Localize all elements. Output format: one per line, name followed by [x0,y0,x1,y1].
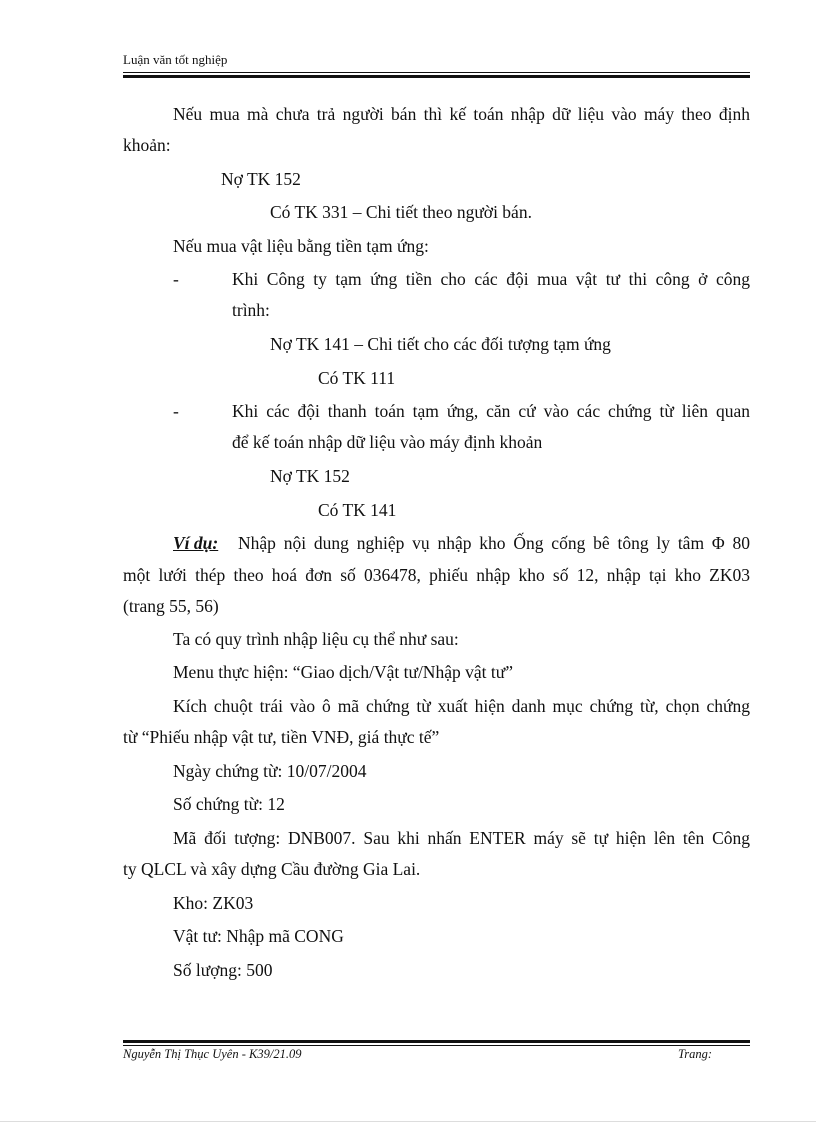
bullet-2-line-1: Khi các đội thanh toán tạm ứng, căn cứ vào các chứng từ liên quan [232,401,750,421]
paragraph-1-line-1: Nếu mua mà chưa trả người bán thì kế toán nhập dữ liệu vào máy theo định [173,104,750,124]
example-label-text: Ví dụ: [173,533,219,553]
page-bottom-divider [0,1121,816,1122]
example-line-3: (trang 55, 56) [123,596,219,616]
paragraph-7: Số chứng từ: 12 [173,794,285,814]
example-label [173,533,218,554]
bullet-1-line-1: Khi Công ty tạm ứng tiền cho các đội mua vật tư thi công ở công [232,269,750,289]
example-line-1: Nhập nội dung nghiệp vụ nhập kho Ống cống bê tông ly tâm Φ 80 [238,533,750,553]
entry-2-debit: Nợ TK 141 – Chi tiết cho các đối tượng tạm ứng [270,334,611,354]
entry-1-credit: Có TK 331 – Chi tiết theo người bán. [270,202,532,222]
paragraph-10: Vật tư: Nhập mã CONG [173,926,344,946]
paragraph-8-line-2: ty QLCL và xây dựng Cầu đường Gia Lai. [123,859,421,879]
paragraph-2: Nếu mua vật liệu bằng tiền tạm ứng: [173,236,429,256]
header-rule-thick [123,75,750,78]
header-title: Luận văn tốt nghiệp [123,52,228,67]
entry-1-debit: Nợ TK 152 [221,169,301,189]
footer-author: Nguyễn Thị Thục Uyên - K39/21.09 [123,1047,302,1061]
example-line-2: một lưới thép theo hoá đơn số 036478, phiếu nhập kho số 12, nhập tại kho ZK03 [123,565,750,585]
paragraph-6: Ngày chứng từ: 10/07/2004 [173,761,367,781]
bullet-1-line-2: trình: [232,300,270,320]
paragraph-5-line-2: từ “Phiếu nhập vật tư, tiền VNĐ, giá thực tế” [123,727,440,747]
bullet-2-line-2: để kế toán nhập dữ liệu vào máy định khoản [232,432,543,452]
paragraph-3: Ta có quy trình nhập liệu cụ thể như sau: [173,629,459,649]
bullet-1-mark: - [173,269,179,289]
paragraph-1-line-2: khoản: [123,135,171,155]
entry-2-credit: Có TK 111 [318,368,396,388]
paragraph-9: Kho: ZK03 [173,893,254,913]
footer-rule-thick [123,1040,750,1043]
paragraph-11: Số lượng: 500 [173,960,273,980]
footer-rule-thin [123,1045,750,1046]
bullet-2-mark: - [173,401,179,421]
entry-3-credit: Có TK 141 [318,500,397,520]
footer-page-label: Trang: [678,1047,713,1061]
header-rule-thin [123,72,750,73]
paragraph-5-line-1: Kích chuột trái vào ô mã chứng từ xuất hiện danh mục chứng từ, chọn chứng [173,696,750,716]
paragraph-4: Menu thực hiện: “Giao dịch/Vật tư/Nhập vật tư” [173,662,513,682]
entry-3-debit: Nợ TK 152 [270,466,350,486]
paragraph-8-line-1: Mã đối tượng: DNB007. Sau khi nhấn ENTER máy sẽ tự hiện lên tên Công [173,828,750,848]
